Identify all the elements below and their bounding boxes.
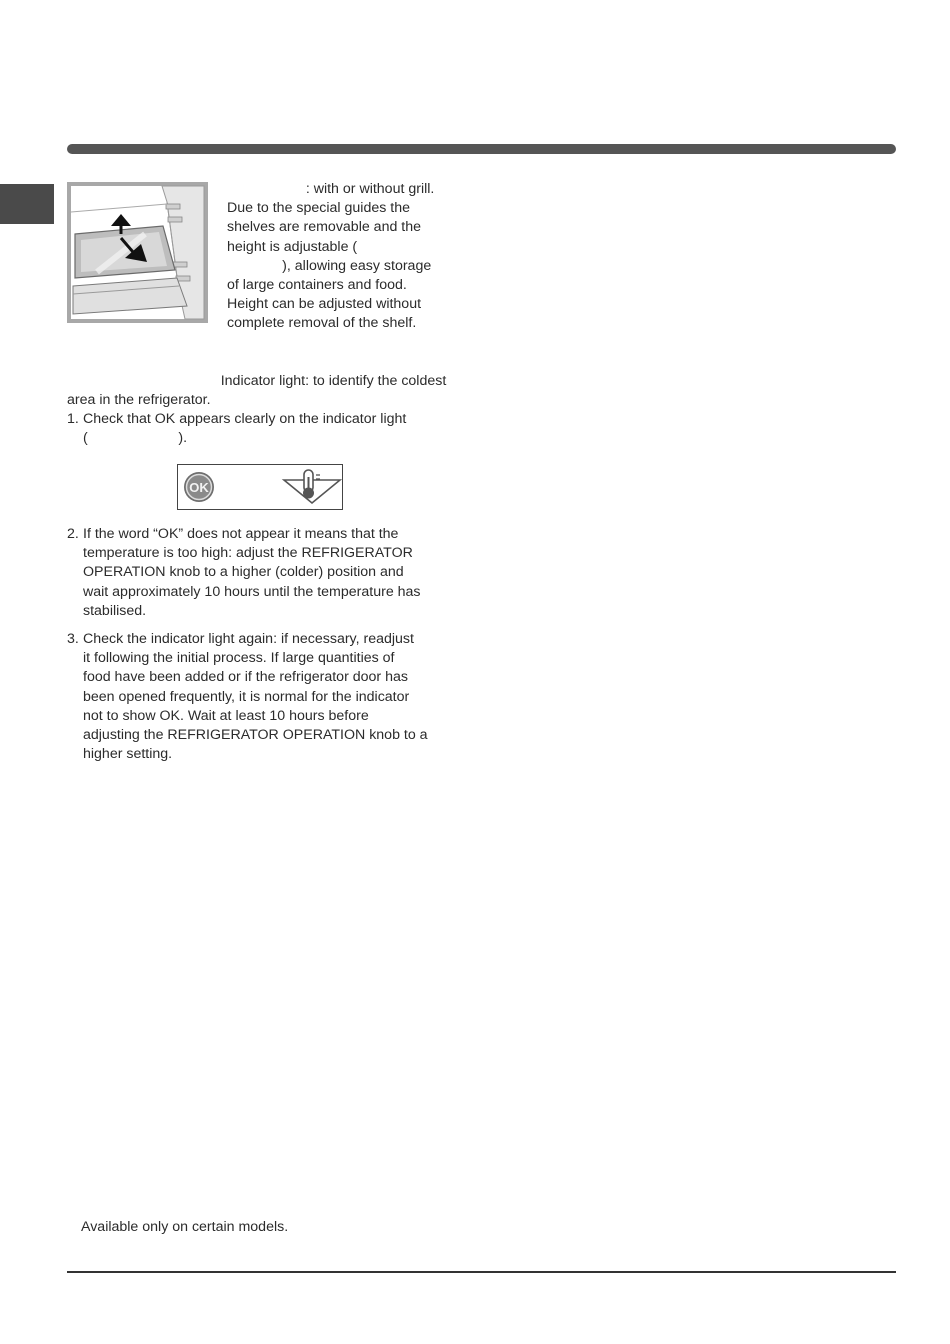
shelves-description	[227, 180, 459, 334]
text-line: ), allowing easy storage	[227, 257, 432, 274]
thermometer-diamond-icon	[284, 470, 340, 503]
text-line: wait approximately 10 hours until the temperature has	[83, 583, 421, 600]
text-line: area in the refrigerator.	[67, 392, 211, 409]
language-tab	[0, 184, 54, 224]
text-line: Due to the special guides the	[227, 200, 410, 217]
text-line: food have been added or if the refrigerator door has	[83, 669, 408, 686]
header-rule	[67, 144, 896, 154]
text-line: Indicator light: to identify the coldest	[67, 373, 447, 389]
text-line: ( ).	[83, 430, 188, 447]
text-line: stabilised.	[83, 602, 147, 619]
text-line: If the word “OK” does not appear it means that the	[83, 526, 399, 542]
text-line: OPERATION knob to a higher (colder) position and	[83, 564, 404, 581]
text-line: : with or without grill.	[227, 181, 435, 197]
text-line: temperature is too high: adjust the REFRIGERATOR	[83, 545, 413, 562]
step-number: 1.	[67, 411, 79, 427]
text-line: been opened frequently, it is normal for the indicator	[83, 688, 410, 705]
text-line: higher setting.	[83, 746, 173, 763]
text-line: of large containers and food.	[227, 277, 407, 294]
text-line: Height can be adjusted without	[227, 296, 422, 313]
step-number: 2.	[67, 526, 79, 542]
text-line: not to show OK. Wait at least 10 hours before	[83, 707, 369, 724]
text-line: Check the indicator light again: if necessary, readjust	[83, 631, 414, 647]
text-line: shelves are removable and the	[227, 219, 422, 236]
text-line: adjusting the REFRIGERATOR OPERATION knob to a	[83, 727, 428, 744]
footer-rule	[67, 1271, 896, 1273]
text-line: height is adjustable (	[227, 238, 358, 255]
ok-indicator-icon	[184, 472, 214, 502]
text-line: Check that OK appears clearly on the indicator light	[83, 411, 407, 427]
indicator-intro	[67, 372, 459, 410]
step-number: 3.	[67, 631, 79, 647]
text-line: it following the initial process. If large quantities of	[83, 650, 395, 667]
shelf-adjust-icon	[67, 182, 208, 323]
footnote: Available only on certain models.	[81, 1219, 289, 1235]
text-line: complete removal of the shelf.	[227, 315, 417, 332]
ok-indicator-panel	[177, 464, 343, 510]
ok-label: OK	[189, 480, 209, 495]
